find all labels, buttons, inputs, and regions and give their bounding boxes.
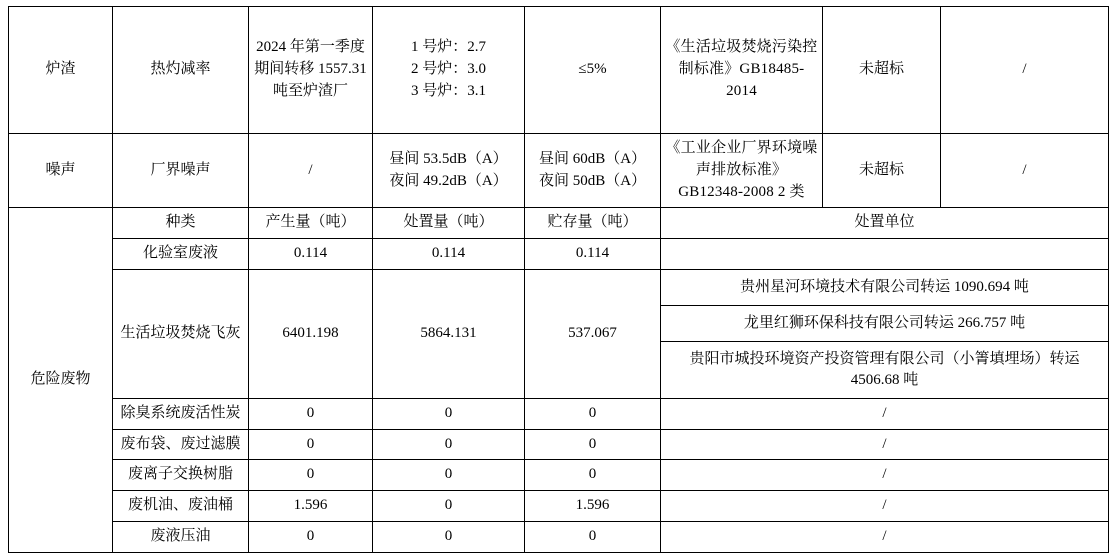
hazardous-item-disposed: 0 — [373, 521, 525, 552]
hazardous-item-stored: 537.067 — [525, 269, 661, 398]
hazardous-item-unit-list — [661, 269, 1109, 398]
hazardous-header-disposed: 处置量（吨） — [373, 208, 525, 239]
hazardous-item-disposed: 0.114 — [373, 239, 525, 270]
table-row-hazardous-item — [9, 429, 1109, 460]
hazardous-item-unit: / — [661, 521, 1109, 552]
noise-remark: / — [941, 134, 1109, 208]
hazardous-item-stored: 0.114 — [525, 239, 661, 270]
slag-value-furnace-3: 3 号炉：3.1 — [410, 82, 486, 99]
hazardous-item-disposed: 0 — [373, 491, 525, 522]
noise-indicator: 厂界噪声 — [113, 134, 249, 208]
hazardous-item-unit: / — [661, 460, 1109, 491]
hazardous-item-generated: 6401.198 — [249, 269, 373, 398]
hazardous-header-type: 种类 — [113, 208, 249, 239]
hazardous-item-generated: 0 — [249, 521, 373, 552]
table-row-hazardous-item — [9, 460, 1109, 491]
hazardous-category: 危险废物 — [9, 208, 113, 552]
disposal-unit-3: 贵阳市城投环境资产投资管理有限公司（小箐填埋场）转运 4506.68 吨 — [689, 350, 1080, 388]
hazardous-item-unit: / — [661, 398, 1109, 429]
hazardous-item-unit — [661, 239, 1109, 270]
slag-indicator: 热灼减率 — [113, 7, 249, 134]
table-row-hazardous-item — [9, 239, 1109, 270]
table-row-hazardous-item-flyash — [9, 269, 1109, 398]
hazardous-item-type: 化验室废液 — [113, 239, 249, 270]
slag-result: 未超标 — [823, 7, 941, 134]
noise-limit-night: 夜间 50dB（A） — [538, 172, 647, 189]
hazardous-item-unit: / — [661, 491, 1109, 522]
hazardous-item-type: 废机油、废油桶 — [113, 491, 249, 522]
hazardous-item-type: 除臭系统废活性炭 — [113, 398, 249, 429]
table-row-hazardous-item — [9, 491, 1109, 522]
noise-limit-day: 昼间 60dB（A） — [538, 150, 647, 167]
slag-category: 炉渣 — [9, 7, 113, 134]
hazardous-header-generated: 产生量（吨） — [249, 208, 373, 239]
hazardous-item-stored: 1.596 — [525, 491, 661, 522]
hazardous-item-stored: 0 — [525, 521, 661, 552]
table-row-hazardous-item — [9, 398, 1109, 429]
disposal-unit-table — [661, 270, 1108, 398]
hazardous-header-stored: 贮存量（吨） — [525, 208, 661, 239]
disposal-unit-row — [661, 270, 1108, 306]
hazardous-item-type: 生活垃圾焚烧飞灰 — [113, 269, 249, 398]
table-row-hazardous-item — [9, 521, 1109, 552]
slag-transfer: 2024 年第一季度期间转移 1557.31 吨至炉渣厂 — [249, 7, 373, 134]
hazardous-item-generated: 0 — [249, 460, 373, 491]
noise-values — [373, 134, 525, 208]
disposal-unit-2: 龙里红狮环保科技有限公司转运 266.757 吨 — [661, 305, 1108, 341]
hazardous-header-unit: 处置单位 — [661, 208, 1109, 239]
table-row-slag — [9, 7, 1109, 134]
environment-report-table — [8, 6, 1109, 553]
hazardous-item-disposed: 0 — [373, 429, 525, 460]
hazardous-item-generated: 0 — [249, 429, 373, 460]
disposal-unit-row — [661, 305, 1108, 341]
hazardous-item-unit: / — [661, 429, 1109, 460]
table-row-noise — [9, 134, 1109, 208]
noise-category: 噪声 — [9, 134, 113, 208]
noise-value-night: 夜间 49.2dB（A） — [389, 172, 508, 189]
hazardous-item-stored: 0 — [525, 429, 661, 460]
slag-limit: ≤5% — [525, 7, 661, 134]
hazardous-item-stored: 0 — [525, 398, 661, 429]
noise-limits — [525, 134, 661, 208]
disposal-unit-1: 贵州星河环境技术有限公司转运 1090.694 吨 — [661, 270, 1108, 306]
hazardous-item-disposed: 0 — [373, 398, 525, 429]
slag-values — [373, 7, 525, 134]
hazardous-item-disposed: 5864.131 — [373, 269, 525, 398]
hazardous-item-disposed: 0 — [373, 460, 525, 491]
slag-value-furnace-1: 1 号炉：2.7 — [410, 39, 486, 56]
noise-result: 未超标 — [823, 134, 941, 208]
disposal-unit-row — [661, 341, 1108, 398]
table-row-hazardous-header — [9, 208, 1109, 239]
hazardous-item-type: 废液压油 — [113, 521, 249, 552]
noise-value-day: 昼间 53.5dB（A） — [389, 150, 508, 167]
hazardous-item-stored: 0 — [525, 460, 661, 491]
hazardous-item-generated: 1.596 — [249, 491, 373, 522]
hazardous-item-generated: 0.114 — [249, 239, 373, 270]
slag-value-furnace-2: 2 号炉：3.0 — [410, 61, 486, 78]
hazardous-item-type: 废布袋、废过滤膜 — [113, 429, 249, 460]
noise-standard: 《工业企业厂界环境噪声排放标准》GB12348-2008 2 类 — [661, 134, 823, 208]
noise-transfer: / — [249, 134, 373, 208]
slag-remark: / — [941, 7, 1109, 134]
hazardous-item-generated: 0 — [249, 398, 373, 429]
slag-standard: 《生活垃圾焚烧污染控制标准》GB18485-2014 — [661, 7, 823, 134]
hazardous-item-type: 废离子交换树脂 — [113, 460, 249, 491]
